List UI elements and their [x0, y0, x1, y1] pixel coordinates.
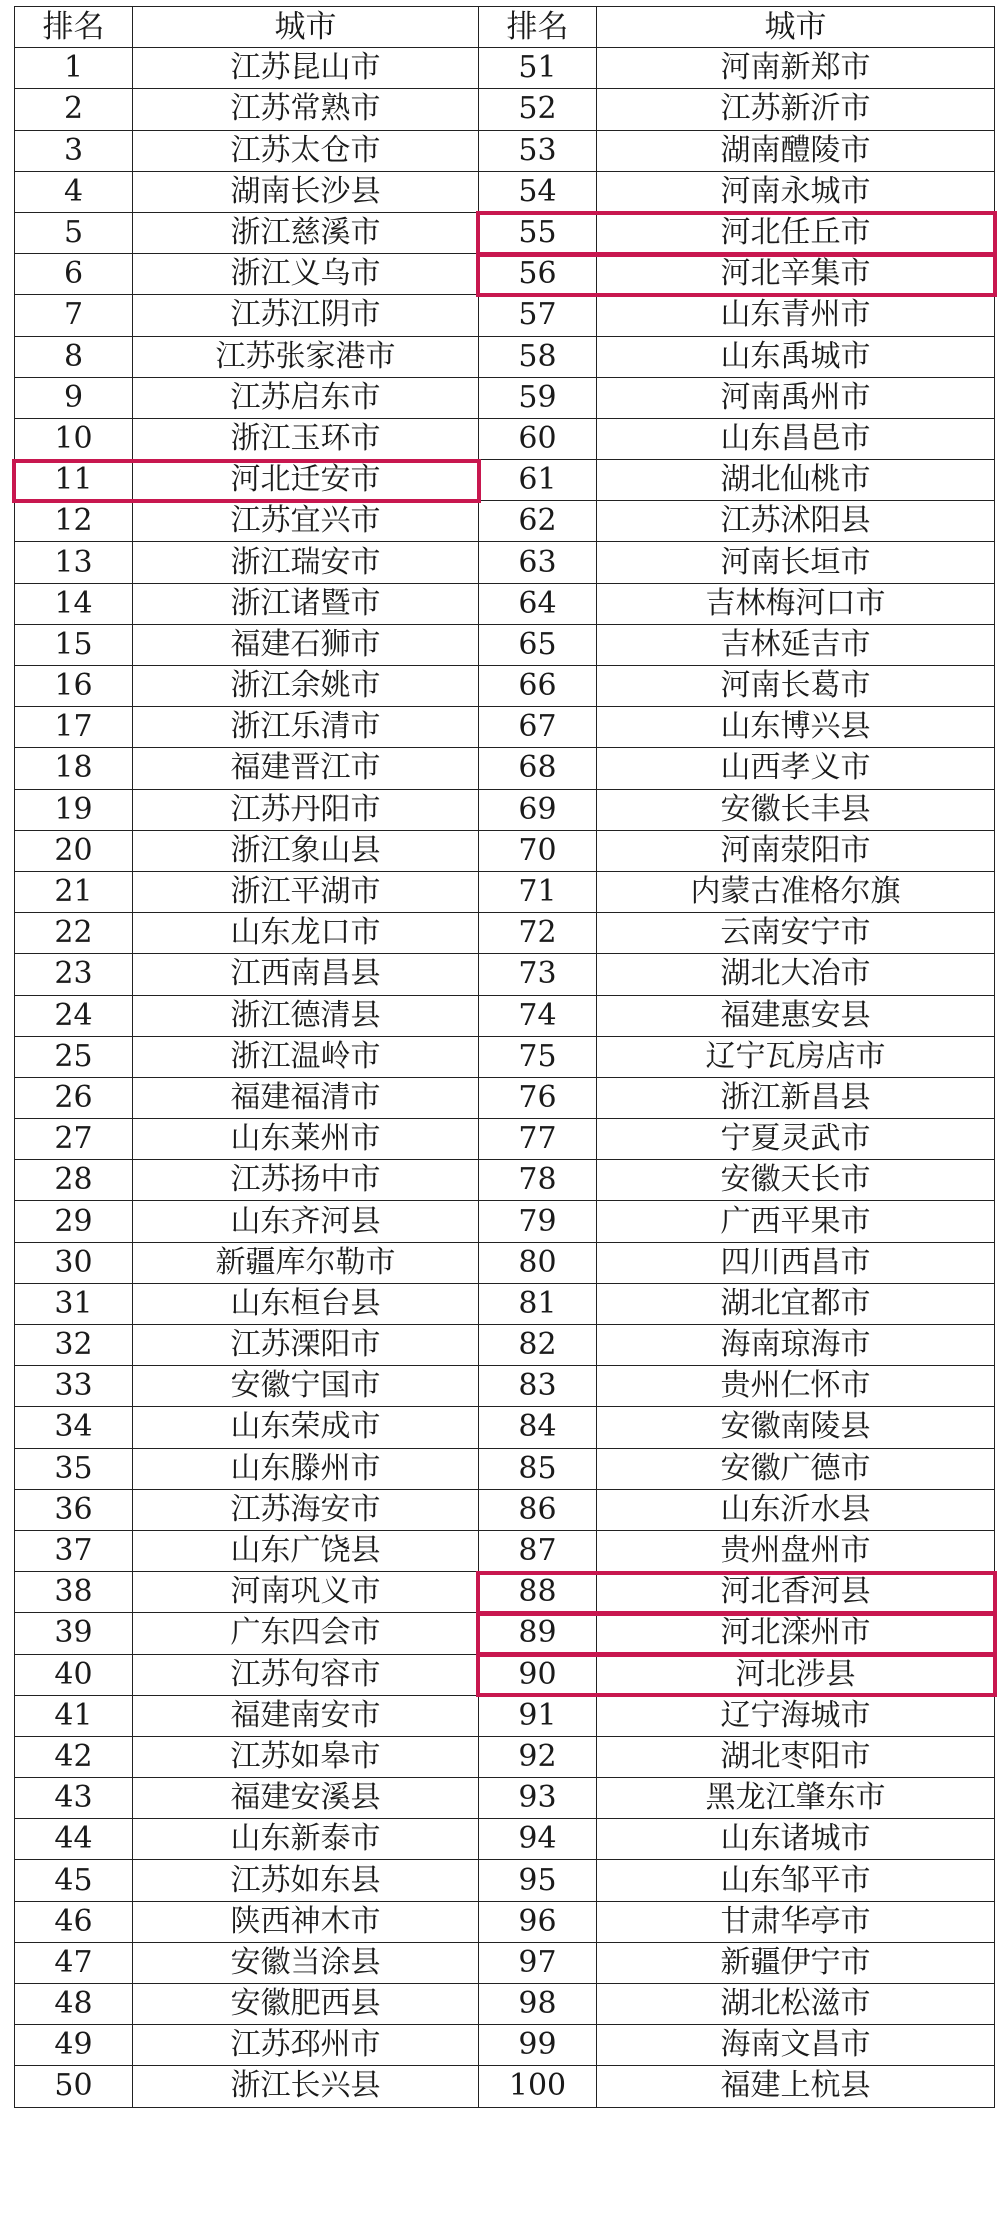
rank-right-cell: 67 [479, 707, 597, 748]
table-row [15, 1407, 995, 1448]
city-left-cell: 江苏句容市 [133, 1654, 479, 1695]
city-right-cell: 辽宁瓦房店市 [597, 1036, 995, 1077]
rank-left-cell: 38 [15, 1572, 133, 1613]
city-right-cell: 四川西昌市 [597, 1242, 995, 1283]
table-row [15, 1283, 995, 1324]
rank-right-cell: 79 [479, 1201, 597, 1242]
rank-left-cell: 45 [15, 1860, 133, 1901]
city-right-cell: 新疆伊宁市 [597, 1942, 995, 1983]
rank-right-cell: 75 [479, 1036, 597, 1077]
rank-left-cell: 50 [15, 2066, 133, 2107]
city-left-cell: 江苏昆山市 [133, 48, 479, 89]
city-left-cell: 浙江乐清市 [133, 707, 479, 748]
rank-left-cell: 17 [15, 707, 133, 748]
city-left-cell: 江苏张家港市 [133, 336, 479, 377]
rank-left-cell: 26 [15, 1077, 133, 1118]
rank-right-cell: 52 [479, 89, 597, 130]
city-right-cell: 海南琼海市 [597, 1325, 995, 1366]
city-right-cell: 吉林梅河口市 [597, 583, 995, 624]
rank-right-cell: 68 [479, 748, 597, 789]
rank-right-cell: 60 [479, 418, 597, 459]
city-left-cell: 江苏扬中市 [133, 1160, 479, 1201]
table-row [15, 1366, 995, 1407]
rank-right-cell: 88 [479, 1572, 597, 1613]
table-row [15, 1654, 995, 1695]
city-right-cell: 浙江新昌县 [597, 1077, 995, 1118]
rank-left-cell: 23 [15, 954, 133, 995]
rank-right-cell: 92 [479, 1736, 597, 1777]
table-row [15, 830, 995, 871]
rank-right-cell: 96 [479, 1901, 597, 1942]
rank-right-cell: 82 [479, 1325, 597, 1366]
rank-left-cell: 12 [15, 501, 133, 542]
table-row [15, 624, 995, 665]
rank-left-cell: 48 [15, 1984, 133, 2025]
table-row [15, 171, 995, 212]
rank-right-cell: 90 [479, 1654, 597, 1695]
city-right-cell: 安徽天长市 [597, 1160, 995, 1201]
city-right-cell: 贵州盘州市 [597, 1530, 995, 1571]
city-right-cell: 福建惠安县 [597, 995, 995, 1036]
city-left-cell: 山东新泰市 [133, 1819, 479, 1860]
table-row [15, 748, 995, 789]
rank-right-cell: 51 [479, 48, 597, 89]
rank-left-cell: 29 [15, 1201, 133, 1242]
rank-right-cell: 69 [479, 789, 597, 830]
rank-right-cell: 71 [479, 871, 597, 912]
rank-left-cell: 4 [15, 171, 133, 212]
city-right-cell: 福建上杭县 [597, 2066, 995, 2107]
rank-right-cell: 95 [479, 1860, 597, 1901]
city-right-cell: 贵州仁怀市 [597, 1366, 995, 1407]
table-row [15, 2025, 995, 2066]
rank-right-cell: 100 [479, 2066, 597, 2107]
rank-right-cell: 72 [479, 913, 597, 954]
rank-right-cell: 85 [479, 1448, 597, 1489]
rank-left-cell: 42 [15, 1736, 133, 1777]
rank-right-cell: 74 [479, 995, 597, 1036]
city-right-cell: 内蒙古准格尔旗 [597, 871, 995, 912]
city-left-cell: 安徽当涂县 [133, 1942, 479, 1983]
table-row [15, 995, 995, 1036]
rank-right-cell: 94 [479, 1819, 597, 1860]
rank-right-cell: 86 [479, 1489, 597, 1530]
city-left-cell: 浙江慈溪市 [133, 212, 479, 253]
city-left-cell: 江苏邳州市 [133, 2025, 479, 2066]
rank-right-cell: 99 [479, 2025, 597, 2066]
rank-right-cell: 91 [479, 1695, 597, 1736]
table-row [15, 336, 995, 377]
rank-right-cell: 62 [479, 501, 597, 542]
city-left-cell: 福建石狮市 [133, 624, 479, 665]
table-row [15, 1160, 995, 1201]
rank-right-cell: 58 [479, 336, 597, 377]
table-row [15, 542, 995, 583]
city-left-cell: 福建福清市 [133, 1077, 479, 1118]
table-row [15, 789, 995, 830]
rank-right-cell: 53 [479, 130, 597, 171]
city-left-cell: 湖南长沙县 [133, 171, 479, 212]
city-left-cell: 河北迁安市 [133, 460, 479, 501]
city-right-cell: 湖北枣阳市 [597, 1736, 995, 1777]
table-row [15, 871, 995, 912]
city-left-cell: 浙江诸暨市 [133, 583, 479, 624]
rank-right-cell: 84 [479, 1407, 597, 1448]
city-right-cell: 湖北仙桃市 [597, 460, 995, 501]
city-left-cell: 江苏如东县 [133, 1860, 479, 1901]
table-row [15, 707, 995, 748]
table-row [15, 2066, 995, 2107]
rank-right-cell: 61 [479, 460, 597, 501]
rank-left-cell: 30 [15, 1242, 133, 1283]
rank-left-cell: 47 [15, 1942, 133, 1983]
city-right-cell: 山东邹平市 [597, 1860, 995, 1901]
rank-left-cell: 6 [15, 254, 133, 295]
city-right-cell: 江苏沭阳县 [597, 501, 995, 542]
rank-left-cell: 36 [15, 1489, 133, 1530]
table-row [15, 1489, 995, 1530]
header-rank-right: 排名 [479, 7, 597, 48]
table-row [15, 1778, 995, 1819]
city-left-cell: 山东莱州市 [133, 1119, 479, 1160]
table-row [15, 954, 995, 995]
rank-left-cell: 44 [15, 1819, 133, 1860]
rank-left-cell: 41 [15, 1695, 133, 1736]
table-row [15, 1860, 995, 1901]
rank-right-cell: 87 [479, 1530, 597, 1571]
table-row [15, 48, 995, 89]
rank-left-cell: 24 [15, 995, 133, 1036]
city-left-cell: 江苏启东市 [133, 377, 479, 418]
city-right-cell: 安徽广德市 [597, 1448, 995, 1489]
city-right-cell: 山东沂水县 [597, 1489, 995, 1530]
rank-left-cell: 18 [15, 748, 133, 789]
rank-left-cell: 46 [15, 1901, 133, 1942]
rank-left-cell: 22 [15, 913, 133, 954]
rank-right-cell: 64 [479, 583, 597, 624]
rank-right-cell: 80 [479, 1242, 597, 1283]
rank-left-cell: 28 [15, 1160, 133, 1201]
table-row [15, 1448, 995, 1489]
city-left-cell: 浙江长兴县 [133, 2066, 479, 2107]
rank-left-cell: 35 [15, 1448, 133, 1489]
city-right-cell: 宁夏灵武市 [597, 1119, 995, 1160]
rank-left-cell: 11 [15, 460, 133, 501]
table-row [15, 1242, 995, 1283]
city-right-cell: 广西平果市 [597, 1201, 995, 1242]
city-right-cell: 湖北大冶市 [597, 954, 995, 995]
city-left-cell: 江苏如皋市 [133, 1736, 479, 1777]
city-left-cell: 山东荣成市 [133, 1407, 479, 1448]
header-city-left: 城市 [133, 7, 479, 48]
city-left-cell: 山东齐河县 [133, 1201, 479, 1242]
city-right-cell: 河南荥阳市 [597, 830, 995, 871]
rank-left-cell: 7 [15, 295, 133, 336]
rank-left-cell: 16 [15, 666, 133, 707]
city-right-cell: 湖北松滋市 [597, 1984, 995, 2025]
city-left-cell: 江苏太仓市 [133, 130, 479, 171]
rank-left-cell: 21 [15, 871, 133, 912]
rank-left-cell: 39 [15, 1613, 133, 1654]
city-right-cell: 山东昌邑市 [597, 418, 995, 459]
city-left-cell: 新疆库尔勒市 [133, 1242, 479, 1283]
header-rank-left: 排名 [15, 7, 133, 48]
city-left-cell: 江苏丹阳市 [133, 789, 479, 830]
rank-right-cell: 81 [479, 1283, 597, 1324]
city-left-cell: 山东桓台县 [133, 1283, 479, 1324]
table-row [15, 1819, 995, 1860]
rank-left-cell: 43 [15, 1778, 133, 1819]
rank-left-cell: 13 [15, 542, 133, 583]
city-left-cell: 浙江温岭市 [133, 1036, 479, 1077]
city-right-cell: 海南文昌市 [597, 2025, 995, 2066]
table-row [15, 1077, 995, 1118]
rank-right-cell: 89 [479, 1613, 597, 1654]
rank-right-cell: 55 [479, 212, 597, 253]
city-right-cell: 黑龙江肇东市 [597, 1778, 995, 1819]
city-left-cell: 浙江德清县 [133, 995, 479, 1036]
city-right-cell: 安徽长丰县 [597, 789, 995, 830]
city-right-cell: 河北香河县 [597, 1572, 995, 1613]
rank-left-cell: 20 [15, 830, 133, 871]
table-row [15, 913, 995, 954]
rank-left-cell: 10 [15, 418, 133, 459]
table-row [15, 1901, 995, 1942]
rank-left-cell: 19 [15, 789, 133, 830]
city-right-cell: 山东博兴县 [597, 707, 995, 748]
city-left-cell: 江苏宜兴市 [133, 501, 479, 542]
city-right-cell: 江苏新沂市 [597, 89, 995, 130]
city-left-cell: 山东滕州市 [133, 1448, 479, 1489]
city-left-cell: 安徽宁国市 [133, 1366, 479, 1407]
city-left-cell: 福建南安市 [133, 1695, 479, 1736]
city-left-cell: 广东四会市 [133, 1613, 479, 1654]
rank-right-cell: 93 [479, 1778, 597, 1819]
rank-left-cell: 1 [15, 48, 133, 89]
table-row [15, 666, 995, 707]
city-right-cell: 河南长垣市 [597, 542, 995, 583]
rank-left-cell: 31 [15, 1283, 133, 1324]
rank-right-cell: 78 [479, 1160, 597, 1201]
city-left-cell: 河南巩义市 [133, 1572, 479, 1613]
rank-left-cell: 37 [15, 1530, 133, 1571]
city-right-cell: 河南新郑市 [597, 48, 995, 89]
rank-right-cell: 70 [479, 830, 597, 871]
city-right-cell: 山东诸城市 [597, 1819, 995, 1860]
rank-left-cell: 40 [15, 1654, 133, 1695]
city-left-cell: 江西南昌县 [133, 954, 479, 995]
city-left-cell: 福建安溪县 [133, 1778, 479, 1819]
city-left-cell: 江苏常熟市 [133, 89, 479, 130]
rank-right-cell: 77 [479, 1119, 597, 1160]
table-row [15, 460, 995, 501]
table-row [15, 583, 995, 624]
rank-right-cell: 65 [479, 624, 597, 665]
city-right-cell: 湖北宜都市 [597, 1283, 995, 1324]
rank-left-cell: 8 [15, 336, 133, 377]
city-right-cell: 河北任丘市 [597, 212, 995, 253]
rank-right-cell: 57 [479, 295, 597, 336]
rank-right-cell: 97 [479, 1942, 597, 1983]
rank-right-cell: 76 [479, 1077, 597, 1118]
city-left-cell: 江苏溧阳市 [133, 1325, 479, 1366]
table-row [15, 130, 995, 171]
city-left-cell: 浙江义乌市 [133, 254, 479, 295]
rank-left-cell: 3 [15, 130, 133, 171]
table-row [15, 89, 995, 130]
rank-right-cell: 66 [479, 666, 597, 707]
table-row [15, 295, 995, 336]
table-row [15, 1942, 995, 1983]
city-right-cell: 河南禹州市 [597, 377, 995, 418]
rank-right-cell: 56 [479, 254, 597, 295]
rank-left-cell: 25 [15, 1036, 133, 1077]
header-city-right: 城市 [597, 7, 995, 48]
city-right-cell: 山东禹城市 [597, 336, 995, 377]
city-right-cell: 山西孝义市 [597, 748, 995, 789]
rank-left-cell: 2 [15, 89, 133, 130]
rank-left-cell: 15 [15, 624, 133, 665]
rank-left-cell: 32 [15, 1325, 133, 1366]
table-row [15, 1572, 995, 1613]
city-right-cell: 甘肃华亭市 [597, 1901, 995, 1942]
city-left-cell: 浙江玉环市 [133, 418, 479, 459]
table-row [15, 1695, 995, 1736]
table-row [15, 418, 995, 459]
city-right-cell: 河北滦州市 [597, 1613, 995, 1654]
city-left-cell: 安徽肥西县 [133, 1984, 479, 2025]
table-row [15, 1036, 995, 1077]
city-left-cell: 山东龙口市 [133, 913, 479, 954]
table-row [15, 254, 995, 295]
city-left-cell: 江苏江阴市 [133, 295, 479, 336]
city-right-cell: 湖南醴陵市 [597, 130, 995, 171]
table-row [15, 1984, 995, 2025]
rank-right-cell: 59 [479, 377, 597, 418]
rank-left-cell: 27 [15, 1119, 133, 1160]
city-right-cell: 云南安宁市 [597, 913, 995, 954]
rank-right-cell: 54 [479, 171, 597, 212]
table-header-row [15, 7, 995, 48]
table-row [15, 1201, 995, 1242]
city-left-cell: 浙江平湖市 [133, 871, 479, 912]
city-left-cell: 浙江象山县 [133, 830, 479, 871]
table-row [15, 1613, 995, 1654]
rank-left-cell: 34 [15, 1407, 133, 1448]
city-left-cell: 陕西神木市 [133, 1901, 479, 1942]
city-left-cell: 山东广饶县 [133, 1530, 479, 1571]
table-row [15, 1736, 995, 1777]
city-left-cell: 江苏海安市 [133, 1489, 479, 1530]
table-row [15, 1530, 995, 1571]
city-right-cell: 河北涉县 [597, 1654, 995, 1695]
rank-left-cell: 33 [15, 1366, 133, 1407]
table-row [15, 501, 995, 542]
city-right-cell: 辽宁海城市 [597, 1695, 995, 1736]
city-right-cell: 安徽南陵县 [597, 1407, 995, 1448]
table-row [15, 377, 995, 418]
rank-left-cell: 9 [15, 377, 133, 418]
table-row [15, 1119, 995, 1160]
rank-right-cell: 73 [479, 954, 597, 995]
rank-right-cell: 98 [479, 1984, 597, 2025]
table-row [15, 212, 995, 253]
city-left-cell: 浙江瑞安市 [133, 542, 479, 583]
city-right-cell: 河南长葛市 [597, 666, 995, 707]
city-left-cell: 浙江余姚市 [133, 666, 479, 707]
rank-right-cell: 83 [479, 1366, 597, 1407]
rank-left-cell: 49 [15, 2025, 133, 2066]
city-right-cell: 吉林延吉市 [597, 624, 995, 665]
rank-left-cell: 5 [15, 212, 133, 253]
city-right-cell: 河北辛集市 [597, 254, 995, 295]
table-row [15, 1325, 995, 1366]
rank-right-cell: 63 [479, 542, 597, 583]
city-left-cell: 福建晋江市 [133, 748, 479, 789]
rank-left-cell: 14 [15, 583, 133, 624]
city-ranking-table [14, 6, 995, 2108]
city-right-cell: 山东青州市 [597, 295, 995, 336]
city-right-cell: 河南永城市 [597, 171, 995, 212]
